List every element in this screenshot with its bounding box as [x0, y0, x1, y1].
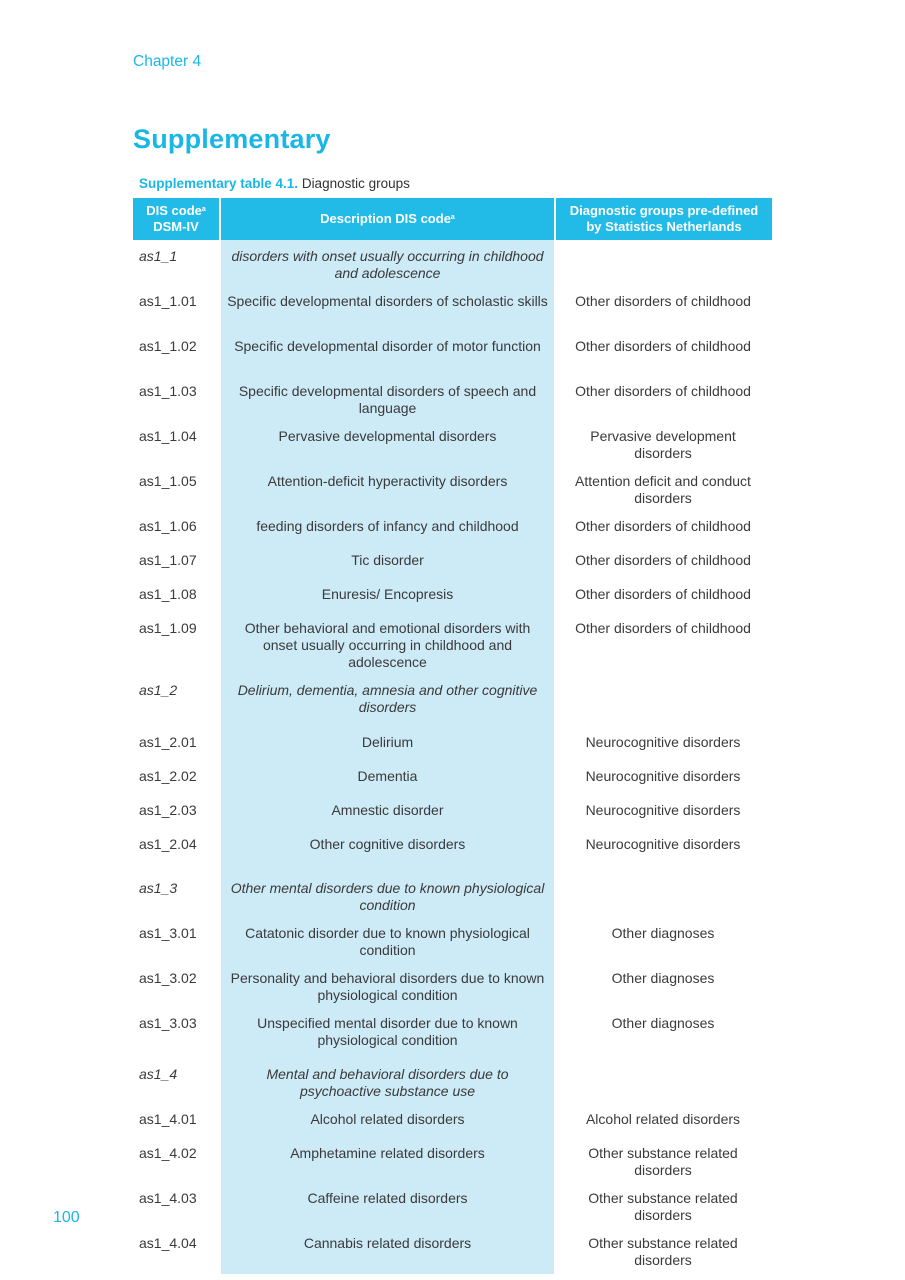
cell-description: disorders with onset usually occurring in childhood and adolescence: [231, 248, 544, 281]
table-section-row: [133, 1054, 772, 1105]
table-row: [133, 762, 772, 796]
cell-description: Pervasive developmental disorders: [278, 428, 497, 444]
cell-description: Personality and behavioral disorders due to known physiological condition: [230, 970, 545, 1003]
cell-code: as1_2.02: [139, 768, 197, 784]
cell-group: Other diagnoses: [611, 925, 715, 941]
cell-code: as1_2.01: [139, 734, 197, 750]
cell-code: as1_4: [139, 1066, 178, 1082]
cell-group: Other diagnoses: [611, 1015, 715, 1031]
cell-group: Alcohol related disorders: [585, 1111, 741, 1127]
cell-description: Caffeine related disorders: [307, 1190, 468, 1206]
cell-description: Other behavioral and emotional disorders with onset usually occurring in childhood and adolescence: [244, 620, 531, 670]
cell-group: Other disorders of childhood: [575, 383, 751, 399]
table-caption-text: Diagnostic groups: [298, 176, 410, 191]
cell-code: as1_2.03: [139, 802, 197, 818]
cell-group: Other disorders of childhood: [575, 620, 751, 636]
cell-group: [554, 248, 772, 287]
cell-group: Other disorders of childhood: [575, 552, 751, 568]
table-section-row: [133, 864, 772, 919]
cell-code: as1_3.01: [139, 925, 197, 941]
cell-group: Other disorders of childhood: [575, 338, 751, 354]
cell-description: Unspecified mental disorder due to known physiological condition: [257, 1015, 518, 1048]
cell-group: Neurocognitive disorders: [585, 802, 741, 818]
table-row: [133, 1139, 772, 1184]
cell-code: as1_1: [139, 248, 178, 264]
cell-group: Neurocognitive disorders: [585, 768, 741, 784]
cell-group: Other substance related disorders: [588, 1190, 738, 1223]
table-body: [133, 240, 772, 1274]
cell-group: Other substance related disorders: [588, 1235, 738, 1268]
cell-code: as1_1.01: [139, 293, 197, 309]
cell-code: as1_1.04: [139, 428, 197, 444]
cell-group: Other disorders of childhood: [575, 518, 751, 534]
header-dis-code: DIS code$^a$ DSM-IV: [133, 198, 219, 240]
cell-code: as1_1.06: [139, 518, 197, 534]
cell-code: as1_1.09: [139, 620, 197, 636]
table-row: [133, 512, 772, 546]
cell-code: as1_3.02: [139, 970, 197, 986]
header-diagnostic-groups: Diagnostic groups pre-defined by Statistics Netherlands: [556, 198, 772, 240]
table-section-row: [133, 672, 772, 728]
cell-description: Mental and behavioral disorders due to psychoactive substance use: [266, 1066, 509, 1099]
cell-group: Other disorders of childhood: [575, 586, 751, 602]
cell-group: [554, 1066, 772, 1105]
page-number: 100: [53, 1209, 80, 1226]
cell-description: Specific developmental disorder of motor function: [234, 338, 541, 354]
table-row: [133, 728, 772, 762]
table-row: [133, 614, 772, 672]
cell-description: feeding disorders of infancy and childhood: [256, 518, 519, 534]
cell-code: as1_2: [139, 682, 178, 698]
cell-code: as1_1.07: [139, 552, 197, 568]
cell-group: Attention deficit and conduct disorders: [575, 473, 751, 506]
cell-code: as1_4.04: [139, 1235, 197, 1251]
cell-description: Alcohol related disorders: [310, 1111, 465, 1127]
cell-description: Delirium, dementia, amnesia and other cognitive disorders: [237, 682, 538, 715]
cell-description: Other cognitive disorders: [309, 836, 466, 852]
cell-description: Other mental disorders due to known physiological condition: [230, 880, 545, 913]
cell-description: Amphetamine related disorders: [290, 1145, 485, 1161]
cell-group: Pervasive development disorders: [590, 428, 736, 461]
cell-code: as1_4.02: [139, 1145, 197, 1161]
cell-description: Delirium: [361, 734, 414, 750]
table-row: [133, 467, 772, 512]
table-row: [133, 332, 772, 377]
cell-description: Tic disorder: [351, 552, 424, 568]
cell-code: as1_1.05: [139, 473, 197, 489]
table-row: [133, 964, 772, 1009]
table-row: [133, 580, 772, 614]
cell-code: as1_3.03: [139, 1015, 197, 1031]
header-description: Description DIS code$^a$: [221, 198, 554, 240]
table-row: [133, 377, 772, 422]
chapter-label: Chapter 4: [133, 53, 202, 70]
cell-description: Catatonic disorder due to known physiological condition: [245, 925, 530, 958]
cell-group: Other substance related disorders: [588, 1145, 738, 1178]
cell-group: Other diagnoses: [611, 970, 715, 986]
table-caption: [139, 176, 410, 191]
cell-code: as1_2.04: [139, 836, 197, 852]
cell-code: as1_1.08: [139, 586, 197, 602]
cell-group: [554, 682, 772, 728]
cell-description: Enuresis/ Encopresis: [321, 586, 454, 602]
cell-code: as1_4.03: [139, 1190, 197, 1206]
table-section-row: [133, 240, 772, 287]
cell-code: as1_1.02: [139, 338, 197, 354]
table-header: [133, 198, 772, 240]
cell-description: Specific developmental disorders of speech and language: [238, 383, 537, 416]
cell-description: Attention-deficit hyperactivity disorders: [267, 473, 508, 489]
cell-description: Specific developmental disorders of scholastic skills: [227, 293, 548, 309]
cell-description: Amnestic disorder: [331, 802, 444, 818]
cell-description: Cannabis related disorders: [303, 1235, 472, 1251]
cell-group: Neurocognitive disorders: [585, 734, 741, 750]
cell-code: as1_4.01: [139, 1111, 197, 1127]
section-title: Supplementary: [133, 124, 331, 154]
table-row: [133, 422, 772, 467]
table-row: [133, 796, 772, 830]
cell-code: as1_1.03: [139, 383, 197, 399]
table-row: [133, 1105, 772, 1139]
table-row: [133, 1229, 772, 1274]
table-row: [133, 1184, 772, 1229]
cell-group: Neurocognitive disorders: [585, 836, 741, 852]
table-row: [133, 919, 772, 964]
cell-group: [554, 880, 772, 919]
table-row: [133, 546, 772, 580]
cell-group: Other disorders of childhood: [575, 293, 751, 309]
cell-code: as1_3: [139, 880, 178, 896]
table-row: [133, 1009, 772, 1054]
table-caption-label: Supplementary table 4.1.: [139, 176, 299, 191]
cell-description: Dementia: [357, 768, 418, 784]
table-row: [133, 287, 772, 332]
diagnostic-groups-table: [133, 198, 772, 1274]
table-row: [133, 830, 772, 864]
